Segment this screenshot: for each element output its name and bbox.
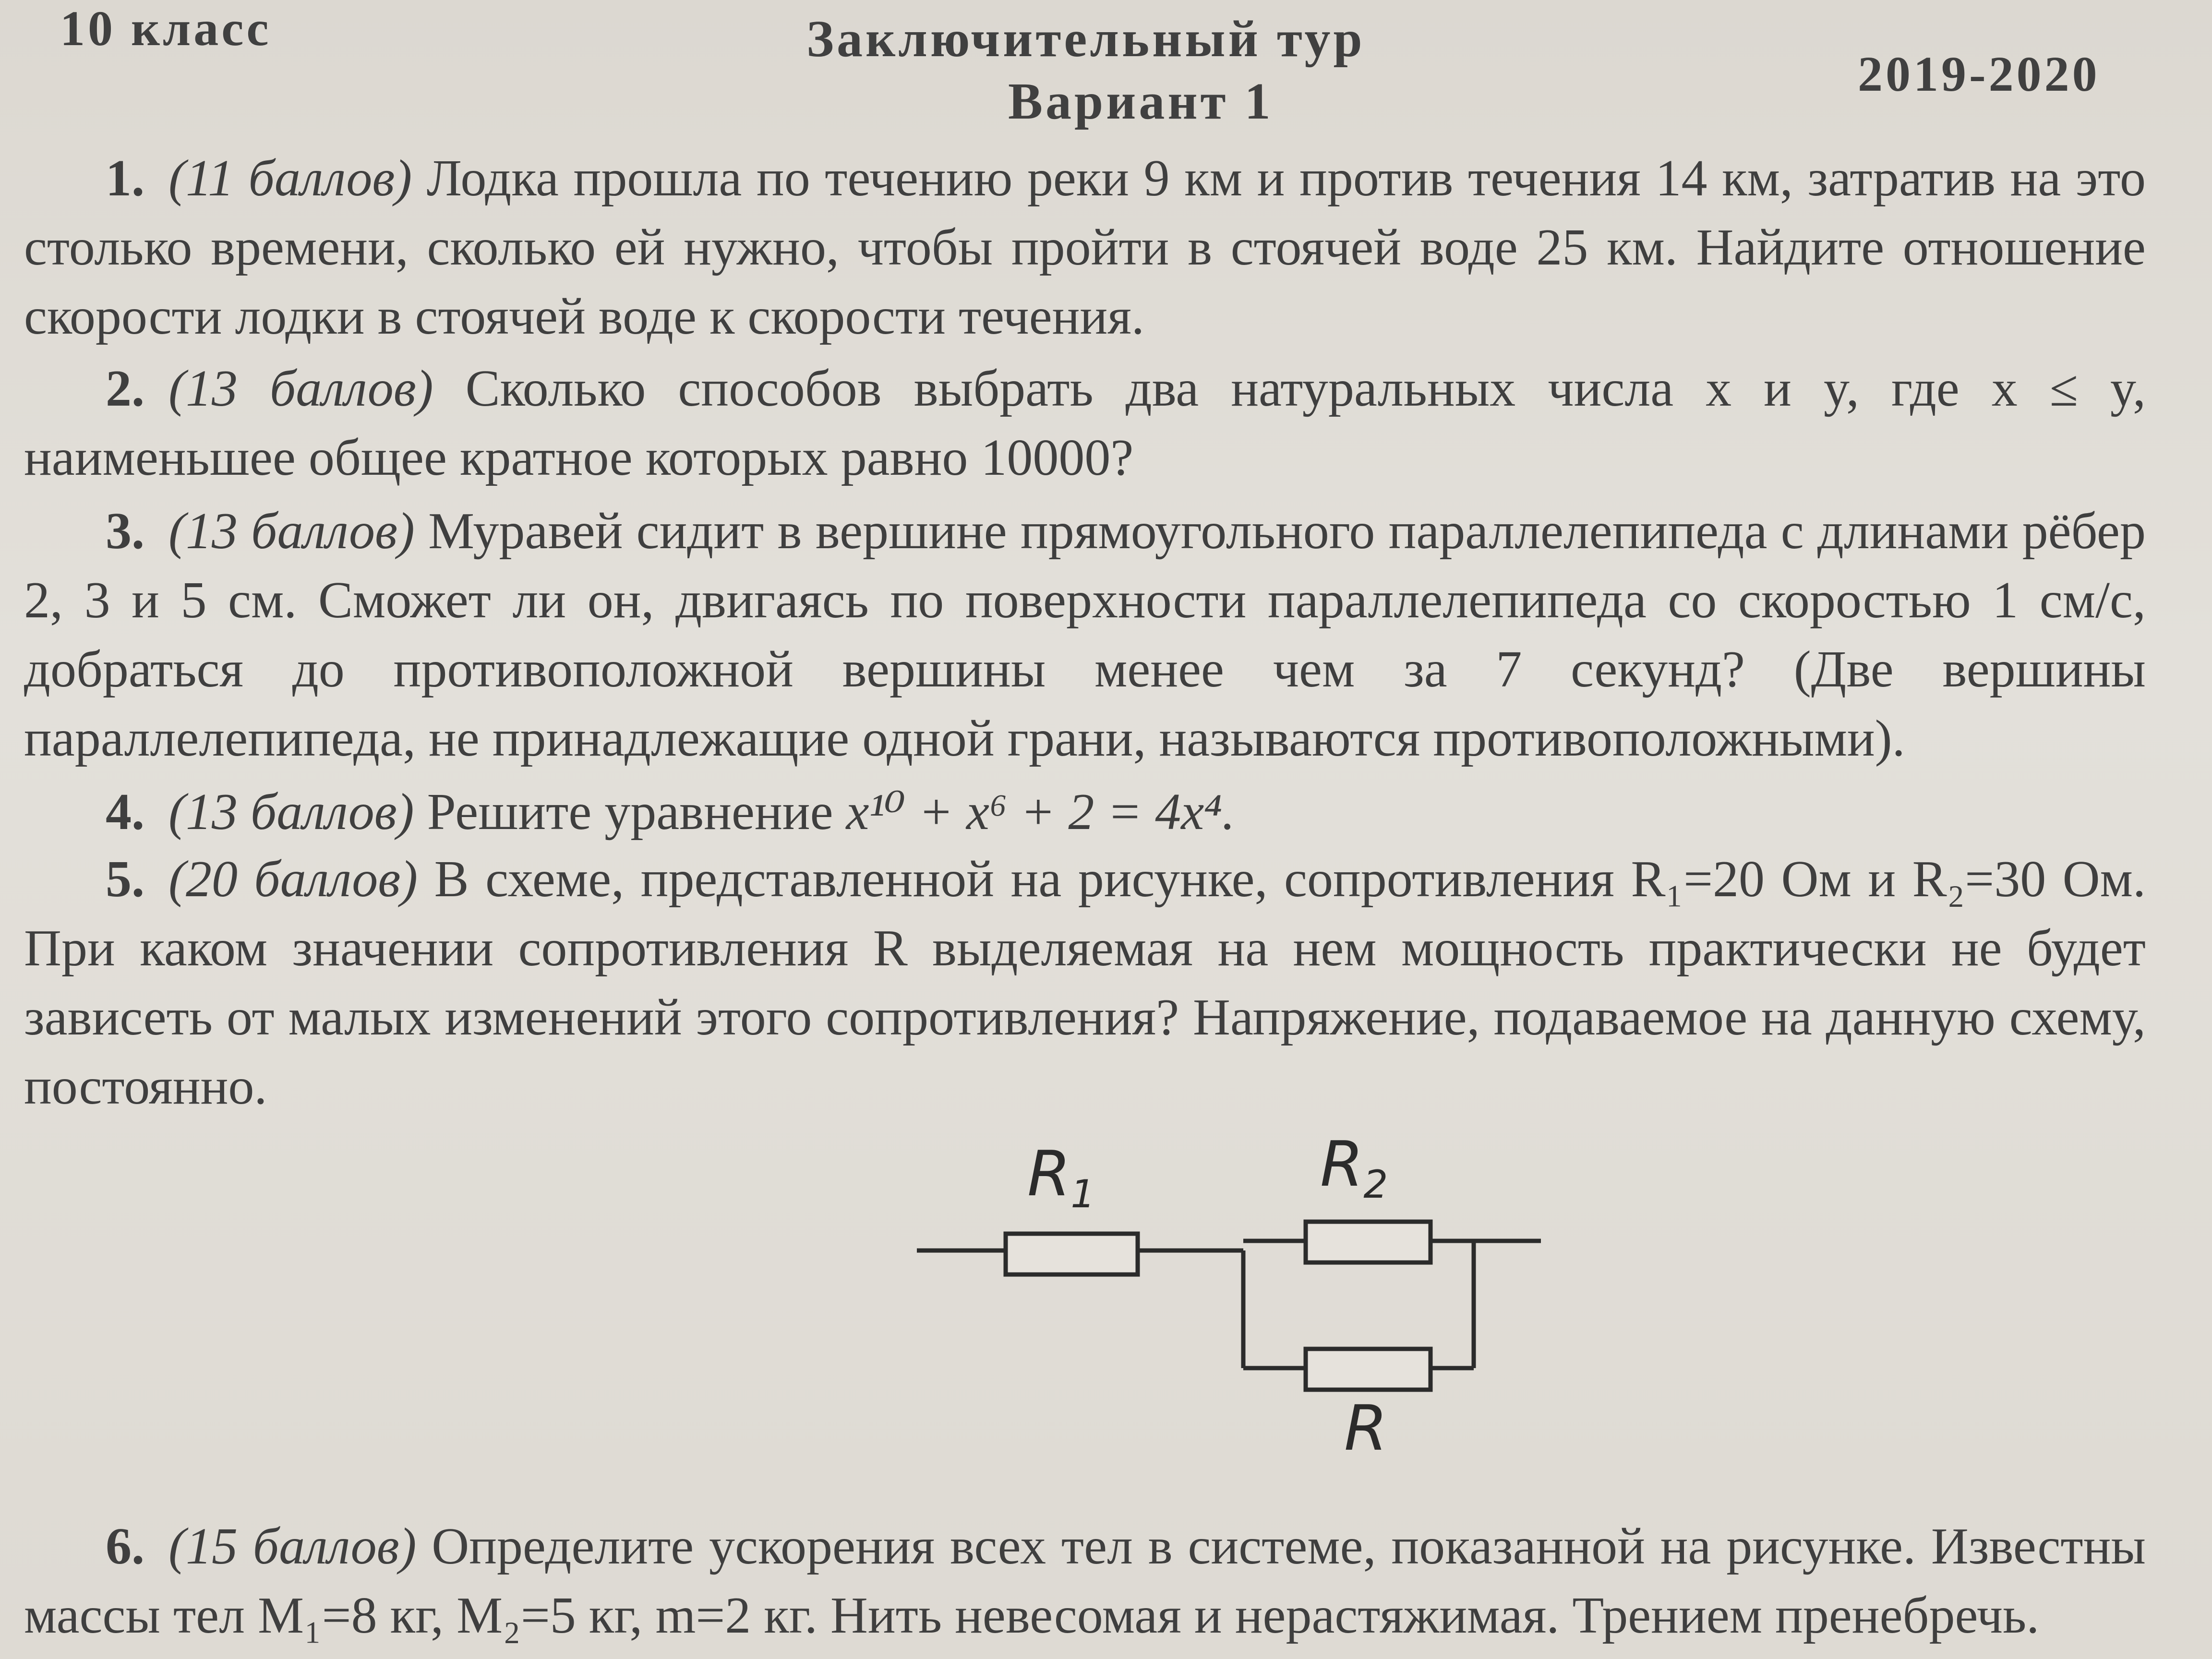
problem-points: (20 баллов) xyxy=(168,851,418,908)
problem-number: 4. xyxy=(106,783,144,841)
problem-text: Лодка прошла по течению реки 9 км и против течения 14 км, затратив на это столько времени, сколько ей нужно, чтобы пройти в стоячей воде 25 км. Найдите отношение скорости лодки в стоячей воде к скорости течения. xyxy=(24,150,2146,345)
problem-text: Муравей сидит в вершине прямоугольного параллелепипеда с длинами рёбер 2, 3 и 5 см. Сможет ли он, двигаясь по поверхности параллелепипеда со скоростью 1 см/с, добраться до противоположной вершины менее чем за 7 секунд? (Две вершины параллелепипеда, не принадлежащие одной грани, называются противоположными). xyxy=(24,503,2146,767)
problem-text: Решите уравнение xyxy=(427,783,833,841)
problem-number: 2. xyxy=(106,360,144,417)
problem-number: 1. xyxy=(106,150,144,207)
variant-title: Вариант 1 xyxy=(1008,73,1274,130)
equation: x¹⁰ + x⁶ + 2 = 4x⁴. xyxy=(846,783,1235,841)
tour-title: Заключительный тур xyxy=(806,11,1365,68)
circuit-diagram xyxy=(902,1114,1575,1459)
problem-number: 5. xyxy=(106,851,144,908)
problem-points: (11 баллов) xyxy=(168,150,412,207)
resistor-r2 xyxy=(1306,1222,1431,1262)
problem-text: Определите ускорения всех тел в системе, показанной на рисунке. Известны массы тел M₁=8 кг, M₂=5 кг, m=2 кг. Нить невесомая и нерастяжимая. Трением пренебречь. xyxy=(24,1518,2146,1644)
problem-2 xyxy=(24,354,2146,493)
r-label: R xyxy=(1344,1392,1388,1459)
r2-label: R2 xyxy=(1320,1128,1388,1207)
problem-text: В схеме, представленной на рисунке, сопротивления R₁=20 Ом и R₂=30 Ом. При каком значении сопротивления R выделяемая на нем мощность практически не будет зависеть от малых изменений этого сопротивления? Напряжение, подаваемое на данную схему, постоянно. xyxy=(24,851,2146,1115)
problem-points: (15 баллов) xyxy=(168,1518,417,1575)
problem-1 xyxy=(24,144,2146,351)
problem-4 xyxy=(24,778,2146,847)
school-year: 2019-2020 xyxy=(1858,47,2100,102)
resistor-r xyxy=(1306,1349,1431,1390)
problem-points: (13 баллов) xyxy=(168,503,415,560)
problem-points: (13 баллов) xyxy=(168,360,433,417)
problem-5 xyxy=(24,845,2146,1121)
problem-text: Сколько способов выбрать два натуральных числа x и y, где x ≤ y, наименьшее общее кратное которых равно 10000? xyxy=(24,360,2146,486)
problem-points: (13 баллов) xyxy=(168,783,414,841)
resistor-r1 xyxy=(1006,1234,1138,1274)
r1-label: R1 xyxy=(1027,1137,1095,1216)
problem-number: 6. xyxy=(106,1518,144,1575)
problem-6 xyxy=(24,1512,2146,1650)
problem-3 xyxy=(24,497,2146,773)
problem-number: 3. xyxy=(106,503,144,560)
grade-label: 10 класс xyxy=(60,1,272,56)
